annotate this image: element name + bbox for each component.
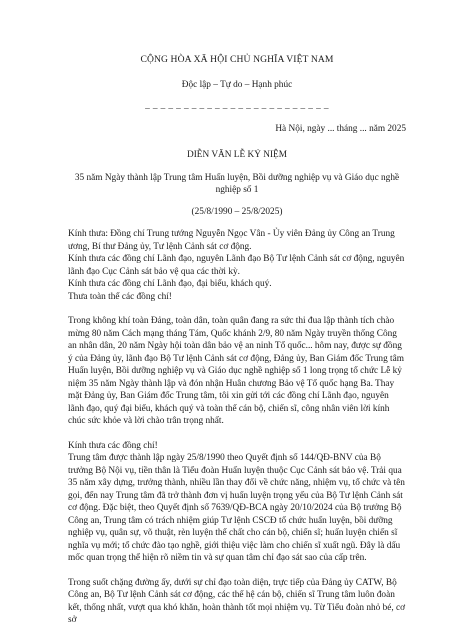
document-subtitle: 35 năm Ngày thành lập Trung tâm Huấn luyện, Bồi dưỡng nghiệp vụ và Giáo dục nghề nghiệp số 1 <box>74 172 400 195</box>
body-paragraph: Trong suốt chặng đường ấy, dưới sự chỉ đạo toàn diện, trực tiếp của Đảng ủy CATW, Bộ Công an, Bộ Tư lệnh Cảnh sát cơ động, các thế hệ cán bộ, chiến sĩ Trung tâm luôn đoàn kết, thống nhất, vượt qua khó khăn, hoàn thành tốt mọi nhiệm vụ. Từ Tiểu đoàn nhỏ bé, cơ sở <box>68 577 406 625</box>
document-title: DIỄN VĂN LỄ KỶ NIỆM <box>186 150 287 160</box>
greeting-line: Thưa toàn thể các đồng chí! <box>68 291 172 302</box>
place-date: Hà Nội, ngày ... tháng ... năm 2025 <box>275 123 406 134</box>
header-divider: _ _ _ _ _ _ _ _ _ _ _ _ _ _ _ _ _ _ _ _ _ _ _ _ <box>145 101 329 111</box>
national-name: CỘNG HÒA XÃ HỘI CHỦ NGHĨA VIỆT NAM <box>140 54 334 65</box>
body-paragraph: Trong không khí toàn Đảng, toàn dân, toàn quân đang ra sức thi đua lập thành tích chào mừng 80 năm Cách mạng tháng Tám, Quốc khánh 2/9, 80 năm Ngày truyền thống Công an nhân dân, 20 năm Ngày hội toàn dân bảo vệ an ninh Tổ quốc... hôm nay, được sự đồng ý của Đảng ủy, lãnh đạo Bộ Tư lệnh Cảnh sát cơ động, Đảng ủy, Ban Giám đốc Trung tâm Huấn luyện, Bồi dưỡng nghiệp vụ và Giáo dục nghề nghiệp số 1 long trọng tổ chức Lễ kỷ niệm 35 năm Ngày thành lập và đón nhận Huân chương Bảo vệ Tổ quốc hạng Ba. Thay mặt Đảng ủy, Ban Giám đốc Trung tâm, tôi xin gửi tới các đồng chí Lãnh đạo, nguyên lãnh đạo, quý đại biểu, khách quý và toàn thể cán bộ, chiến sĩ, công nhân viên lời kính chúc sức khỏe và lời chào trân trọng nhất. <box>68 316 404 426</box>
body-paragraph-block <box>68 315 406 428</box>
greeting-line: Kính thưa các đồng chí Lãnh đạo, nguyên Lãnh đạo Bộ Tư lệnh Cảnh sát cơ động, nguyên lãnh đạo Cục Cảnh sát bảo vệ qua các thời kỳ. <box>68 254 405 277</box>
salutation-block <box>68 440 406 565</box>
body-paragraph: Trung tâm được thành lập ngày 25/8/1990 theo Quyết định số 144/QĐ-BNV của Bộ trưởng Bộ Nội vụ, tiền thân là Tiểu đoàn Huấn luyện thuộc Cục Cảnh sát bảo vệ. Trải qua 35 năm xây dựng, trưởng thành, nhiều lần thay đổi về chức năng, nhiệm vụ, tổ chức và tên gọi, đến nay Trung tâm đã trở thành đơn vị huấn luyện trọng yếu của Bộ Tư lệnh Cảnh sát cơ động. Đặc biệt, theo Quyết định số 7639/QĐ-BCA ngày 20/10/2024 của Bộ trưởng Bộ Công an, Trung tâm có trách nhiệm giúp Tư lệnh CSCĐ tổ chức huấn luyện, bồi dưỡng nghiệp vụ, quân sự, võ thuật, rèn luyện thể chất cho cán bộ, chiến sĩ; huấn luyện chiến sĩ nghĩa vụ mới; tổ chức đào tạo nghề, giới thiệu việc làm cho chiến sĩ xuất ngũ. Đây là dấu mốc quan trọng thể hiện rõ niềm tin và sự quan tâm chỉ đạo sát sao của cấp trên. <box>68 453 405 563</box>
greeting-line: Kính thưa: Đồng chí Trung tướng Nguyễn Ngọc Vân - Ủy viên Đảng ủy Công an Trung ương, Bí thư Đảng ủy, Tư lệnh Cảnh sát cơ động. <box>68 229 395 252</box>
national-motto: Độc lập – Tự do – Hạnh phúc <box>181 79 293 90</box>
greeting-line: Kính thưa các đồng chí Lãnh đạo, đại biểu, khách quý. <box>68 279 272 289</box>
body-paragraph-block <box>68 577 406 627</box>
document-dates: (25/8/1990 – 25/8/2025) <box>191 206 283 217</box>
greeting-block <box>68 228 406 303</box>
salutation: Kính thưa các đồng chí! <box>68 440 158 451</box>
